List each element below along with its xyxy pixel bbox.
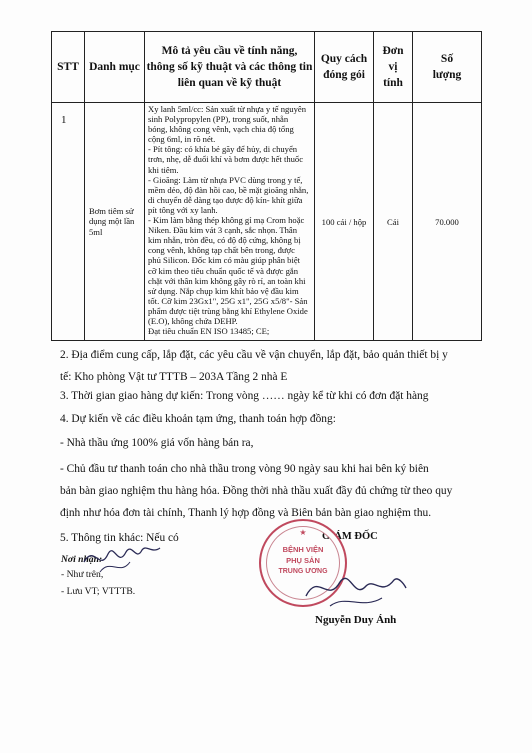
stamp-line: BỆNH VIỆN — [282, 545, 324, 554]
header-packaging — [315, 32, 374, 103]
header-unit — [374, 32, 413, 103]
description-line: - Kim làm bằng thép không gỉ mạ Crom hoặc — [148, 215, 305, 226]
header-description — [145, 32, 315, 103]
row-unit: Cái — [374, 103, 413, 341]
header-description-line: liên quan về kỹ thuật — [177, 77, 282, 89]
description-line: kim nhẵn, tròn đều, có độ độ cứng, không bị — [148, 235, 301, 246]
recipient-item: - Như trên, — [61, 569, 104, 580]
payment-terms-line: định như hóa đơn tài chính, Thanh lý hợp đồng và Biên bản bàn giao nghiệm thu. — [60, 507, 432, 519]
director-signature-icon — [300, 566, 410, 612]
recipient-item: - Lưu VT; VTTTB. — [61, 586, 136, 597]
payment-terms-heading: 4. Dự kiến về các điều khoản tạm ứng, thanh toán hợp đồng: — [60, 413, 336, 425]
header-unit-line: vị — [388, 61, 398, 73]
description-line: sinh Polypropylen (PP), trong suốt, nhẵn — [148, 114, 289, 125]
delivery-location-line: 2. Địa điểm cung cấp, lắp đặt, các yêu cầu về vận chuyển, lắp đặt, bảo quản thiết bị y — [60, 349, 448, 361]
signer-title: GIÁM ĐỐC — [322, 531, 378, 542]
row-category-line: dụng một lần — [89, 216, 135, 227]
row-packaging: 100 cái / hộp — [315, 103, 374, 341]
signer-name: Nguyễn Duy Ánh — [315, 614, 397, 626]
description-line: Niken. Đầu kim vát 3 cạnh, sắc nhọn. Thân — [148, 225, 298, 236]
description-line: pít tông với xy lanh. — [148, 204, 218, 215]
header-description-line: thông số kỹ thuật và các thông tin — [146, 61, 313, 73]
description-line: mềm dẻo, độ đàn hồi cao, bề mặt gioăng nhẵn, — [148, 184, 309, 195]
description-line: tốt. Cỡ kim 23Gx1", 25G x1", 25G x5/8"- Sản — [148, 295, 308, 306]
description-line: di chuyển dễ dàng tạo được độ kín- khít giữa — [148, 194, 303, 205]
specification-table — [51, 31, 482, 341]
header-quantity — [413, 32, 482, 103]
row-stt: 1 — [52, 103, 85, 341]
description-line: khi tiêm. — [148, 164, 179, 175]
row-category — [85, 103, 145, 341]
description-line: trơn, nhẹ, dễ đuổi khí và bơm được hết thuốc — [148, 154, 304, 165]
header-unit-line: tính — [383, 77, 403, 89]
header-quantity-line: Số — [440, 53, 454, 65]
header-category: Danh mục — [85, 32, 145, 103]
description-line: Đạt tiêu chuẩn EN ISO 13485; CE; — [148, 326, 270, 337]
header-packaging-line: Quy cách — [320, 53, 368, 65]
stamp-line: PHỤ SẢN — [286, 556, 320, 565]
stamp-star-icon: ★ — [299, 528, 307, 537]
header-unit-line: Đơn — [382, 45, 404, 57]
description-line: phẩm được tiệt trùng bằng khí Ethylene Oxide — [148, 305, 308, 316]
description-line: - Gioăng: Làm từ nhựa PVC dùng trong y tế, — [148, 174, 303, 185]
delivery-location — [60, 348, 488, 384]
row-description — [145, 103, 315, 341]
header-stt: STT — [52, 32, 85, 103]
table-row — [52, 103, 482, 341]
payment-terms-line: - Chủ đầu tư thanh toán cho nhà thầu trong vòng 90 ngày sau khi hai bên ký biên — [60, 463, 429, 475]
other-info: 5. Thông tin khác: Nếu có — [60, 532, 179, 544]
table-header-row — [52, 32, 482, 103]
delivery-time: 3. Thời gian giao hàng dự kiến: Trong vòng …… ngày kể từ khi có đơn đặt hàng — [60, 390, 429, 402]
payment-terms-line: bản bàn giao nghiệm thu hàng hóa. Đồng thời nhà thầu xuất đầy đủ chứng từ theo quy — [60, 485, 453, 497]
row-category-line: 5ml — [89, 226, 103, 237]
description-line: cong vênh, không tạp chất bên trong, được — [148, 245, 295, 256]
header-quantity-line: lượng — [432, 69, 462, 81]
description-line: Xy lanh 5ml/cc: Sản xuất từ nhựa y tế nguyên — [148, 104, 307, 114]
description-line: phủ Silicon. Đốc kim có màu giúp phân biệt — [148, 255, 301, 266]
description-line: cộng 6ml, in rõ nét. — [148, 134, 216, 145]
description-line: sử dụng. Nắp chụp kim khít bảo vệ đầu kim — [148, 285, 299, 296]
header-description-line: Mô tả yêu cầu về tính năng, — [161, 45, 298, 57]
description-line: (E.O), không chứa DEHP. — [148, 315, 238, 326]
recipients-title: Nơi nhận: — [61, 554, 103, 565]
delivery-location-line: tế: Kho phòng Vật tư TTTB – 203A Tầng 2 nhà E — [60, 371, 288, 383]
payment-terms — [60, 462, 488, 520]
description-line: - Pít tông: có khía bẻ gãy để hủy, di chuyển — [148, 144, 298, 155]
header-packaging-line: đóng gói — [323, 69, 365, 81]
row-quantity: 70.000 — [413, 103, 482, 341]
stamp-line: TRUNG ƯƠNG — [278, 568, 328, 575]
description-line: cỡ kim theo tiêu chuẩn quốc tế và được gắn — [148, 265, 299, 276]
description-line: bóng, không cong vênh, vạch chia độ tổng — [148, 124, 294, 135]
description-line: chặt với thân kim không gây rò rỉ, an toàn khi — [148, 275, 306, 286]
row-category-line: Bơm tiêm sử — [89, 205, 134, 216]
payment-advance: - Nhà thầu ứng 100% giá vốn hàng bán ra, — [60, 437, 254, 449]
initial-signature-icon — [80, 532, 170, 580]
